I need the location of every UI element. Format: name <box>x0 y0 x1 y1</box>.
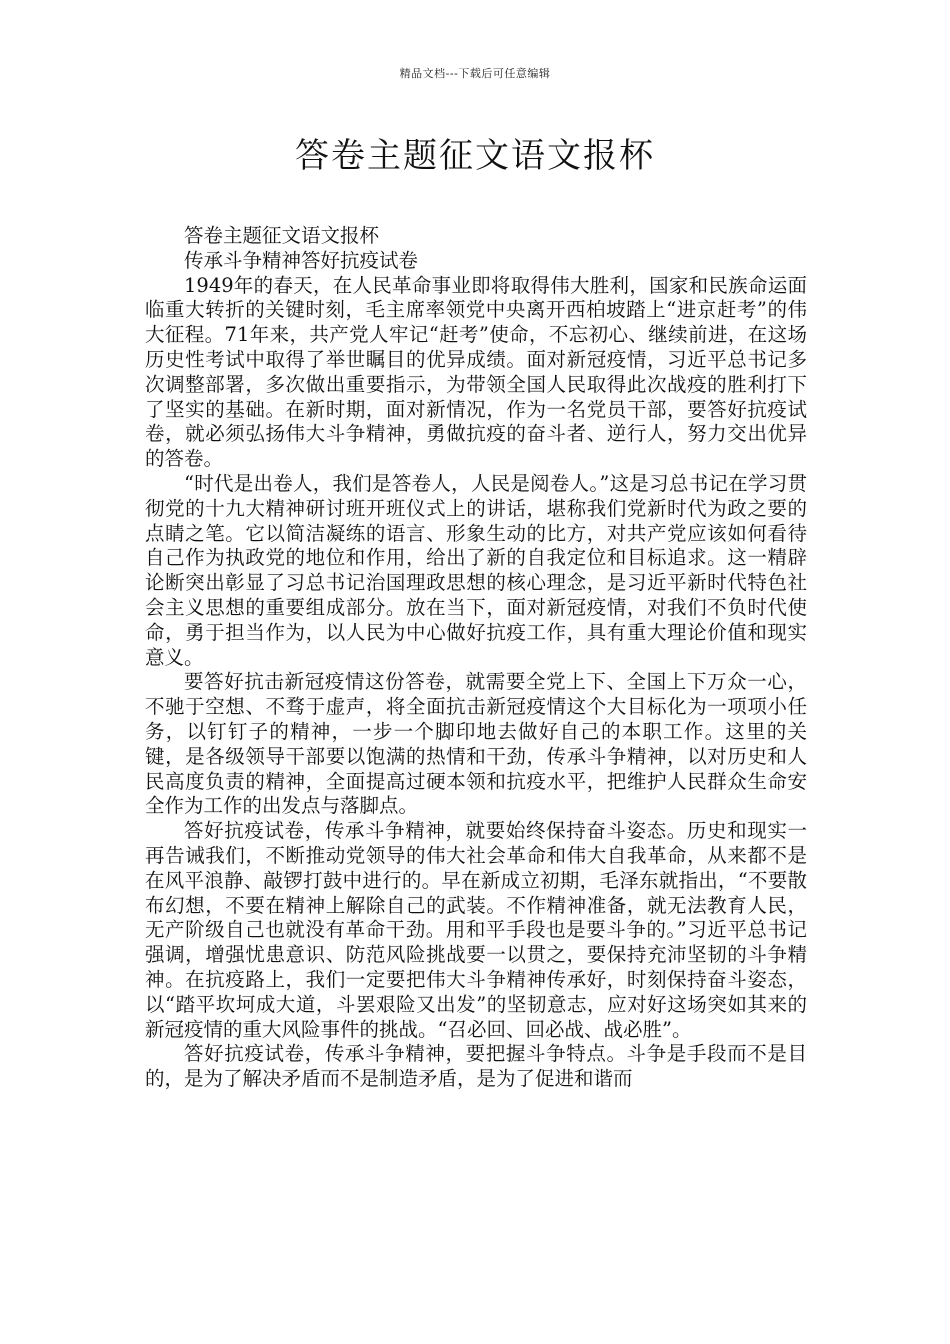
document-title: 答卷主题征文语文报杯 <box>295 136 655 176</box>
document-body <box>145 224 807 1092</box>
heading-line: 传承斗争精神答好抗疫试卷 <box>184 248 419 272</box>
paragraph-2: “时代是出卷人，我们是答卷人，人民是阅卷人。”这是习总书记在学习贯彻党的十九大精神研讨班开班仪式上的讲话，堪称我们党新时代为政之要的点睛之笔。它以简洁凝练的语言、形象生动的比方，对共产党应该如何看待自己作为执政党的地位和作用，给出了新的自我定位和目标追求。这一精辟论断突出彰显了习总书记治国理政思想的核心理念，是习近平新时代特色社会主义思想的重要组成部分。放在当下，面对新冠疫情，对我们不负时代使命，勇于担当作为，以人民为中心做好抗疫工作，具有重大理论价值和现实意义。 <box>145 471 807 669</box>
paragraph-4: 答好抗疫试卷，传承斗争精神，就要始终保持奋斗姿态。历史和现实一再告诫我们，不断推动党领导的伟大社会革命和伟大自我革命，从来都不是在风平浪静、敲锣打鼓中进行的。早在新成立初期，毛泽东就指出，“不要散布幻想，不要在精神上解除自己的武装。不作精神准备，就无法教育人民，无产阶级自己也就没有革命干劲。用和平手段也是要斗争的。”习近平总书记强调，增强忧患意识、防范风险挑战要一以贯之，要保持充沛坚韧的斗争精神。在抗疫路上，我们一定要把伟大斗争精神传承好，时刻保持奋斗姿态，以“踏平坎坷成大道，斗罢艰险又出发”的坚韧意志，应对好这场突如其来的新冠疫情的重大风险事件的挑战。“召必回、回必战、战必胜”。 <box>145 819 807 1041</box>
paragraph-5: 答好抗疫试卷，传承斗争精神，要把握斗争特点。斗争是手段而不是目的，是为了解决矛盾而不是制造矛盾，是为了促进和谐而 <box>145 1042 807 1091</box>
paragraph-3: 要答好抗击新冠疫情这份答卷，就需要全党上下、全国上下万众一心，不驰于空想、不骛于虚声，将全面抗击新冠疫情这个大目标化为一项项小任务，以钉钉子的精神，一步一个脚印地去做好自己的本职工作。这里的关键，是各级领导干部要以饱满的热情和干劲，传承斗争精神，以对历史和人民高度负责的精神，全面提高过硬本领和抗疫水平，把维护人民群众生命安全作为工作的出发点与落脚点。 <box>145 670 807 818</box>
subtitle-line: 答卷主题征文语文报杯 <box>184 224 380 247</box>
page-header-note: 精品文档---下载后可任意编辑 <box>399 67 551 80</box>
paragraph-1: 1949年的春天，在人民革命事业即将取得伟大胜利，国家和民族命运面临重大转折的关键时刻，毛主席率领党中央离开西柏坡踏上“进京赶考”的伟大征程。71年来，共产党人牢记“赶考”使命，不忘初心、继续前进，在这场历史性考试中取得了举世瞩目的优异成绩。面对新冠疫情，习近平总书记多次调整部署，多次做出重要指示，为带领全国人民取得此次战疫的胜利打下了坚实的基础。在新时期，面对新情况，作为一名党员干部，要答好抗疫试卷，就必须弘扬伟大斗争精神，勇做抗疫的奋斗者、逆行人，努力交出优异的答卷。 <box>145 273 807 471</box>
